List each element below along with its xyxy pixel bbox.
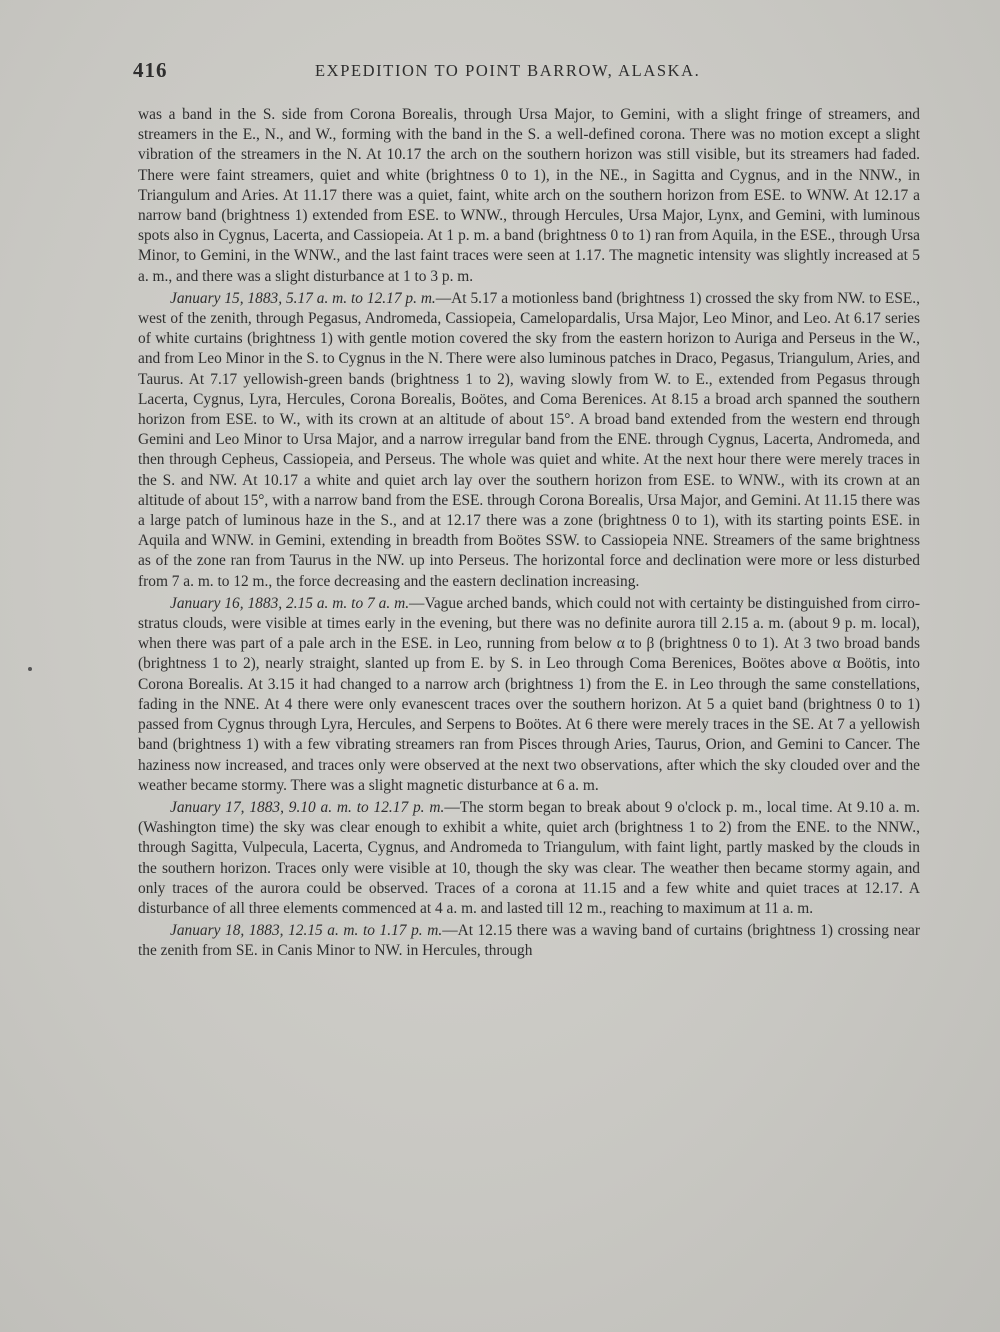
- entry-date-heading: January 18, 1883, 12.15 a. m. to 1.17 p. m.: [170, 922, 443, 940]
- body-text: [138, 105, 920, 1317]
- page-number: 416: [133, 58, 168, 82]
- page-header: [133, 58, 923, 88]
- entry-text: —At 12.15 there was a waving band of curtains (brightness 1) crossing near the zenith from SE. in Canis Minor to NW. in Hercules, through: [138, 922, 920, 960]
- entry-text: —The storm began to break about 9 o'clock p. m., local time. At 9.10 a. m. (Washington time) the sky was clear enough to exhibit a white, quiet arch (brightness 1 to 2) from the ENE. to the NNW., through Sagitta, Vulpecula, Lacerta, Cygnus, and Andromeda to Triangulum, with faint light, partly masked by the clouds in the southern horizon. Traces only were visible at 10, though the sky was clear. The weather then became stormy again, and only traces of the aurora could be observed. Traces of a corona at 11.15 and a few white and quiet traces at 12.17. A disturbance of all three elements commenced at 4 a. m. and lasted till 12 m., reaching to maximum at 11 a. m.: [138, 798, 920, 917]
- entry-text: —At 5.17 a motionless band (brightness 1) crossed the sky from NW. to ESE., west of the zenith, through Pegasus, Andromeda, Cassiopeia, Camelopardalis, Ursa Major, Leo Minor, and Leo. At 6.17 series of white curtains (brightness 1) with gentle motion covered the sky from the eastern horizon to Auriga and Perseus in the W., and from Leo Minor in the S. to Cygnus in the N. There were also luminous patches in Draco, Pegasus, Triangulum, Aries, and Taurus. At 7.17 yellowish-green bands (brightness 1 to 2), waving slowly from W. to E., extended from Pegasus through Lacerta, Cygnus, Lyra, Hercules, Corona Borealis, Boötes, and Coma Berenices. At 8.15 a broad arch spanned the southern horizon from ESE. to W., with its crown at an altitude of about 15°. A broad band extended from the western end through Gemini and Leo Minor to Ursa Major, and a narrow irregular band from the ENE. through Cygnus, Lacerta, Andromeda, and then through Cepheus, Cassiopeia, and Perseus. The whole was quiet and white. At the next hour there were merely traces in the S. and NW. At 10.17 a white and quiet arch lay over the southern horizon from ESE. to WNW., with its crown at an altitude of about 15°, with a narrow band from the ESE. through Corona Borealis, Ursa Major, and Gemini. At 11.15 there was a large patch of luminous haze in the S., and at 12.17 there was a zone (brightness 0 to 1), with its starting points ESE. in Aquila and WNW. in Gemini, extending in breadth from Boötes SSW. to Cassiopeia NNE. Streamers of the same brightness as of the zone ran from Taurus in the NW. up into Perseus. The horizontal force and declination were more or less disturbed from 7 a. m. to 12 m., the force decreasing and the eastern declination increasing.: [138, 289, 920, 590]
- entry-january-18: [138, 921, 920, 961]
- entry-date-heading: January 15, 1883, 5.17 a. m. to 12.17 p. m.: [170, 289, 436, 307]
- paragraph-text: was a band in the S. side from Corona Borealis, through Ursa Major, to Gemini, with a slight fringe of streamers, and streamers in the E., N., and W., forming with the band in the S. a well-defined corona. There was no motion except a slight vibration of the streamers in the N. At 10.17 the arch on the southern horizon was still visible, but its streamers had faded. There were faint streamers, quiet and white (brightness 0 to 1), in the NE., in Sagitta and Cygnus, and in the NNW., in Triangulum and Aries. At 11.17 there was a quiet, faint, white arch on the southern horizon from ESE. to WNW. At 12.17 a narrow band (brightness 1) extended from ESE. to WNW., through Hercules, Ursa Major, Lynx, and Gemini, with luminous spots also in Cygnus, Lacerta, and Cassiopeia. At 1 p. m. a band (brightness 0 to 1) ran from Aquila, in the ESE., through Ursa Minor, to Gemini, in the WNW., and the last faint traces were seen at 1.17. The magnetic intensity was slightly increased at 5 a. m., and there was a slight disturbance at 1 to 3 p. m.: [138, 106, 920, 285]
- entry-january-17: [138, 798, 920, 919]
- entry-january-16: [138, 594, 920, 796]
- running-head: EXPEDITION TO POINT BARROW, ALASKA.: [315, 61, 701, 80]
- entry-text: —Vague arched bands, which could not with certainty be distinguished from cirro-stratus clouds, were visible at times early in the evening, but there was no definite aurora till 2.15 a. m. (about 9 p. m. local), when there was part of a pale arch in the ESE. in Leo, running from below α to β (brightness 0 to 1). At 3 two broad bands (brightness 1 to 2), nearly straight, slanted up from E. by S. in Leo through Coma Berenices, Boötes above α Boötis, into Corona Borealis. At 3.15 it had changed to a narrow arch (brightness 1) from the E. in Leo through the same constellations, fading in the NNE. At 4 there were only evanescent traces over the southern horizon. At 5 a quiet band (brightness 0 to 1) passed from Cygnus through Lyra, Hercules, and Serpens to Boötes. At 6 there were merely traces in the SE. At 7 a yellowish band (brightness 1) with a few vibrating streamers ran from Pisces through Aries, Taurus, Orion, and Gemini to Cancer. The haziness now increased, and traces only were observed at the next two observations, after which the sky clouded over and the weather became stormy. There was a slight magnetic disturbance at 6 a. m.: [138, 594, 920, 794]
- entry-date-heading: January 17, 1883, 9.10 a. m. to 12.17 p. m.: [170, 798, 445, 816]
- paragraph-continued: [138, 105, 920, 287]
- print-speck: [28, 667, 32, 671]
- entry-january-15: [138, 289, 920, 592]
- entry-date-heading: January 16, 1883, 2.15 a. m. to 7 a. m.: [170, 594, 410, 612]
